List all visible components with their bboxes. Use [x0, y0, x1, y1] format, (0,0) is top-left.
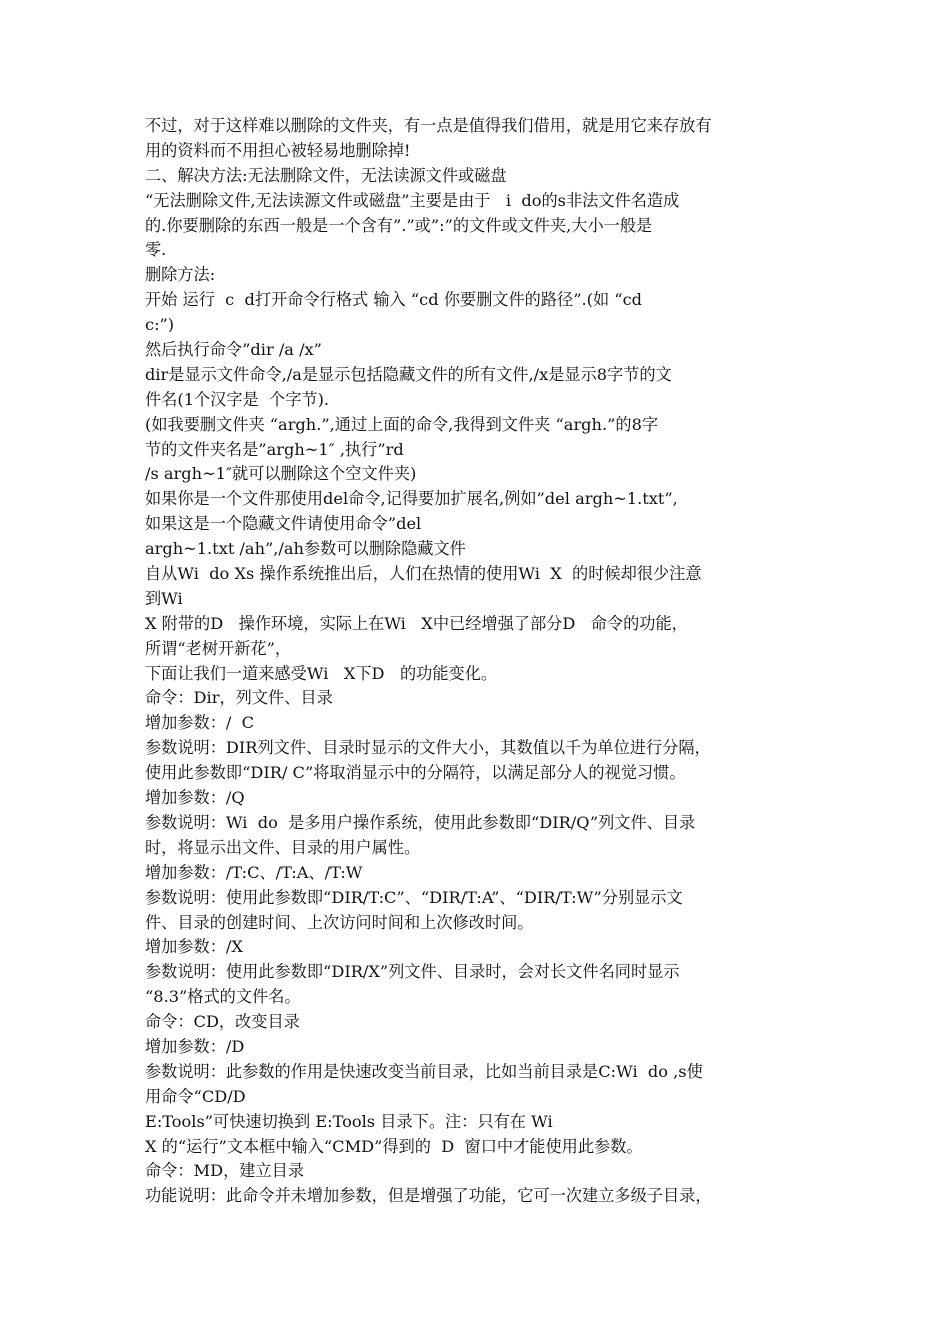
text-line: 所谓“老树开新花”， [145, 638, 292, 658]
text-line: “8.3”格式的文件名。 [145, 987, 301, 1007]
text-line: 自从Wi do Xs 操作系统推出后，人们在热情的使用Wi X 的时候却很少注意 [145, 564, 702, 584]
text-line: E:Tools”可快速切换到 E:Tools 目录下。注：只有在 Wi [145, 1111, 553, 1131]
text-line: (如我要删文件夹 “argh.”,通过上面的命令,我得到文件夹 “argh.”的8字 [145, 414, 659, 434]
text-line: 命令：Dir，列文件、目录 [145, 688, 333, 708]
text-line: X 附带的D 操作环境，实际上在Wi X中已经增强了部分D 命令的功能， [145, 613, 688, 633]
text-line: 增加参数：/T:C、/T:A、/T:W [145, 862, 363, 882]
text-line: 零. [145, 240, 167, 260]
text-line: 命令：MD，建立目录 [145, 1161, 305, 1181]
text-line: 如果你是一个文件那使用del命令,记得要加扩展名,例如”del argh~1.txt”, [145, 489, 678, 509]
text-line: 增加参数：/D [145, 1036, 245, 1056]
text-line: argh~1.txt /ah”,/ah参数可以删除隐藏文件 [145, 539, 466, 559]
text-line: X 的“运行”文本框中输入“CMD”得到的 D 窗口中才能使用此参数。 [145, 1136, 643, 1156]
text-line: 时，将显示出文件、目录的用户属性。 [145, 837, 421, 857]
text-line: 增加参数：/X [145, 937, 243, 957]
text-line: 使用此参数即“DIR/ C”将取消显示中的分隔符，以满足部分人的视觉习惯。 [145, 763, 686, 783]
text-line: 下面让我们一道来感受Wi X下D 的功能变化。 [145, 663, 498, 683]
text-line: 到Wi [145, 588, 183, 608]
text-line: 开始 运行 c d打开命令行格式 输入 “cd 你要删文件的路径”.(如 “cd [145, 290, 643, 310]
text-line: 不过，对于这样难以删除的文件夹，有一点是值得我们借用，就是用它来存放有 [145, 116, 712, 135]
text-line: 参数说明：DIR列文件、目录时显示的文件大小，其数值以千为单位进行分隔， [145, 738, 711, 758]
text-line: 件、目录的创建时间、上次访问时间和上次修改时间。 [145, 912, 534, 932]
text-line: 功能说明：此命令并未增加参数，但是增强了功能，它可一次建立多级子目录， [145, 1186, 712, 1206]
text-line: 参数说明：使用此参数即“DIR/X”列文件、目录时，会对长文件名同时显示 [145, 962, 680, 982]
text-line: 命令：CD，改变目录 [145, 1012, 300, 1032]
document-body [145, 114, 810, 1209]
text-line: /s argh~1″就可以删除这个空文件夹) [145, 464, 417, 484]
text-line: 增加参数：/ C [145, 713, 255, 733]
text-line: 件名(1个汉字是 个字节). [145, 389, 330, 409]
text-line: 节的文件夹名是”argh~1″ ,执行”rd [145, 439, 404, 459]
text-line: 参数说明：使用此参数即“DIR/T:C”、“DIR/T:A”、“DIR/T:W”分别显示文 [145, 887, 683, 907]
text-line: “无法删除文件,无法读源文件或磁盘”主要是由于 i do的s非法文件名造成 [145, 190, 680, 210]
text-line: 用命令“CD/D [145, 1086, 246, 1106]
text-line: dir是显示文件命令,/a是显示包括隐藏文件的所有文件,/x是显示8字节的文 [145, 364, 672, 384]
text-line: 增加参数：/Q [145, 788, 245, 808]
text-line: 如果这是一个隐藏文件请使用命令”del [145, 514, 422, 534]
text-line: c:”) [145, 315, 175, 335]
text-line: 参数说明：此参数的作用是快速改变当前目录，比如当前目录是C:Wi do ,s使 [145, 1061, 703, 1081]
text-line: 二、解决方法:无法删除文件，无法读源文件或磁盘 [145, 165, 507, 185]
text-line: 的.你要删除的东西一般是一个含有”.”或”:”的文件或文件夹,大小一般是 [145, 215, 653, 235]
text-line: 参数说明：Wi do 是多用户操作系统，使用此参数即“DIR/Q”列文件、目录 [145, 812, 696, 832]
text-line: 删除方法: [145, 265, 216, 285]
text-line: 用的资料而不用担心被轻易地删除掉! [145, 140, 411, 160]
text-line: 然后执行命令”dir /a /x” [145, 340, 322, 360]
